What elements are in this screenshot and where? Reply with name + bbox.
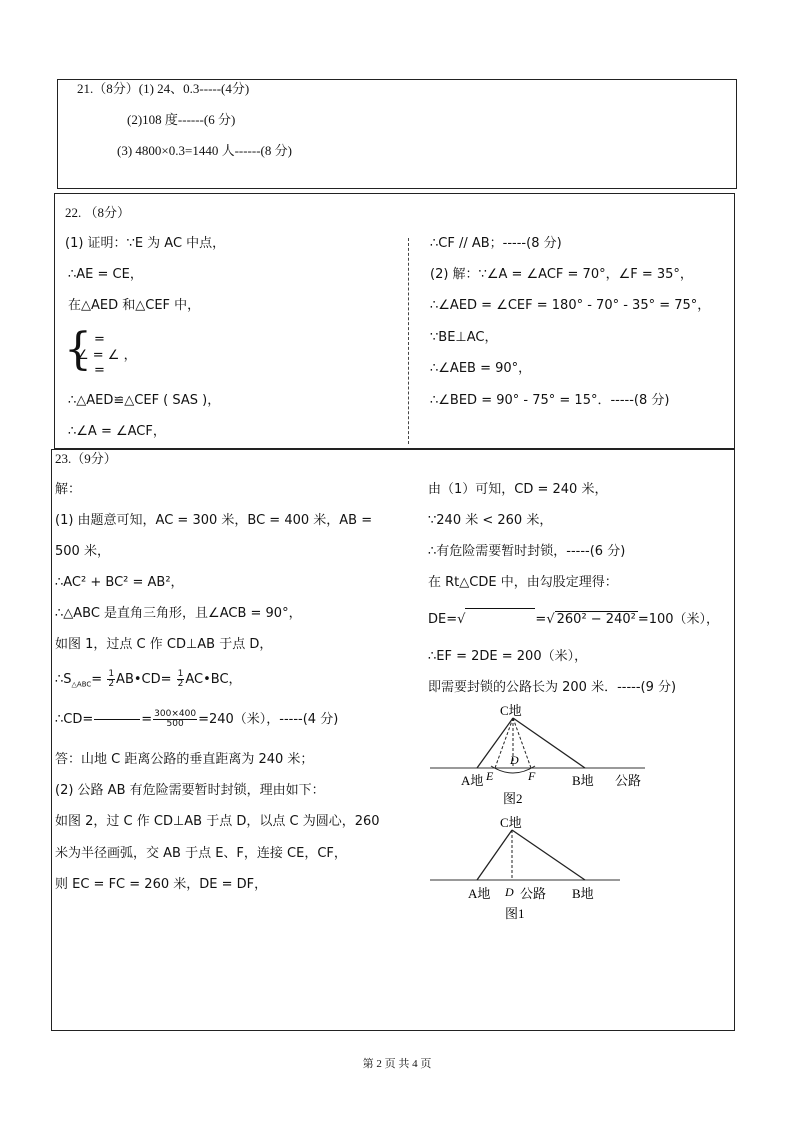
q23-header: 23.（9分） [55,451,117,466]
fig2-label-road: 公路 [615,773,642,788]
cd-prefix: ∴CD= [55,712,94,727]
q22-right-line4: ∵BE⊥AC， [430,330,498,345]
q22-left-line2: ∴AE = CE， [68,267,143,282]
q23-left-line3: 500 米， [55,544,110,559]
area-end: AC•BC， [185,672,242,687]
half-fraction-1 [107,670,115,689]
sqrt-blank [465,608,535,631]
area-prefix: ∴S [55,672,72,687]
q22-system-row3: = [94,363,105,378]
figure-2 [425,700,655,810]
q22-right-line1: ∴CF // AB；-----(8 分) [430,236,562,251]
sqrt-sign-blank: √ [457,612,466,627]
q23-left-line5: ∴△ABC 是直角三角形，且∠ACB = 90°， [55,606,302,621]
q23-area-formula [55,667,242,698]
q23-right-line6: ∴EF = 2DE = 200（米）， [428,649,588,664]
q23-right-line2: ∵240 米 < 260 米， [428,513,553,528]
q22-system-row2: ∠ = ∠ ， [77,348,137,363]
q23-cd-formula: ∴CD= = $\frac{300\times 400}{500}$ =240（米），-----(4 分) [55,709,339,729]
de-result: =100（米）， [637,612,720,627]
q23-right-line3: ∴有危险需要暂时封锁，-----(6 分) [428,544,626,559]
sqrt-expression: 260² − 240² [556,612,636,627]
fig2-label-e: E [486,769,494,783]
q23-right-line7: 即需要封锁的公路长为 200 米．-----(9 分) [428,680,677,695]
q22-system-row1: = [94,332,105,347]
area-mid: AB•CD= [116,672,176,687]
q23-left-line10: (2) 公路 AB 有危险需要暂时封锁，理由如下： [55,783,325,798]
q21-line2: (2)108 度------(6 分) [127,112,236,127]
fig2-label-b: B地 [572,773,594,788]
fig1-label-a: A地 [468,886,491,901]
q22-left-line3: 在△AED 和△CEF 中， [68,298,201,313]
fig2-label-f: F [528,769,536,783]
q23-de-formula: DE=√ =√ 260² − 240² =100（米）， [428,608,719,631]
cd-den: 500 [166,719,184,729]
q22-header: 22. （8分） [65,205,131,220]
cd-blank-den [94,720,140,729]
q21-line1: 21.（8分）(1) 24、0.3-----(4分) [77,81,250,96]
fig2-label-a: A地 [461,773,484,788]
fig2-label-d: D [510,753,519,767]
page-footer: 第 2 页 共 4 页 [362,1058,432,1070]
fig1-caption: 图1 [505,906,525,921]
cd-result: =240（米），-----(4 分) [198,712,339,727]
q23-right-line4: 在 Rt△CDE 中，由勾股定理得： [428,575,618,590]
q22-right-line6: ∴∠BED = 90° - 75° = 15°．-----(8 分) [430,393,670,408]
q22-right-line2: (2) 解：∵∠A = ∠ACF = 70°，∠F = 35°， [430,267,693,282]
fig2-caption: 图2 [503,791,523,806]
q23-left-line11: 如图 2，过 C 作 CD⊥AB 于点 D，以点 C 为圆心，260 [55,814,380,829]
figure-1 [425,810,655,925]
fig1-label-road: 公路 [520,886,547,901]
cd-fraction [153,710,197,729]
fig1-label-d: D [505,885,514,899]
q22-left-line5: ∴△AED≌△CEF ( SAS )， [68,393,221,408]
q22-brace: { [64,324,92,375]
cd-blank-fraction [94,710,140,729]
q22-left-line6: ∴∠A = ∠ACF， [68,424,166,439]
q21-line3: (3) 4800×0.3=1440 人------(8 分) [117,143,292,158]
q23-left-line1: 解： [55,482,82,497]
half-den-1: 2 [108,679,115,689]
q23-left-line6: 如图 1，过点 C 作 CD⊥AB 于点 D， [55,637,273,652]
half-num-1: 1 [108,669,115,679]
q22-box [54,193,735,449]
q23-left-line13: 则 EC = FC = 260 米，DE = DF， [55,877,268,892]
fig1-label-c: C地 [500,815,522,830]
q22-divider [408,238,409,444]
q23-left-line9: 答：山地 C 距离公路的垂直距离为 240 米； [55,752,314,767]
cd-num: 300×400 [154,709,197,719]
q23-left-line12: 米为半径画弧，交 AB 于点 E、F，连接 CE，CF， [55,846,347,861]
q23-left-line2: (1) 由题意可知，AC = 300 米，BC = 400 米，AB = [55,513,373,528]
half-num-2: 1 [177,669,184,679]
fig1-label-b: B地 [572,886,594,901]
area-eq: = [91,672,107,687]
half-fraction-2 [177,670,185,689]
sqrt-sign: √ [546,612,555,627]
q23-left-line4: ∴AC² + BC² = AB²， [55,575,184,590]
q23-right-line1: 由（1）可知，CD = 240 米， [428,482,608,497]
q22-left-line1: (1) 证明：∵E 为 AC 中点， [65,236,226,251]
q22-right-line5: ∴∠AEB = 90°， [430,361,532,376]
fig2-label-c: C地 [500,703,522,718]
q22-right-line3: ∴∠AED = ∠CEF = 180° - 70° - 35° = 75°， [430,298,711,313]
half-den-2: 2 [177,679,184,689]
area-subscript: △ABC [71,680,92,689]
de-prefix: DE= [428,612,458,627]
